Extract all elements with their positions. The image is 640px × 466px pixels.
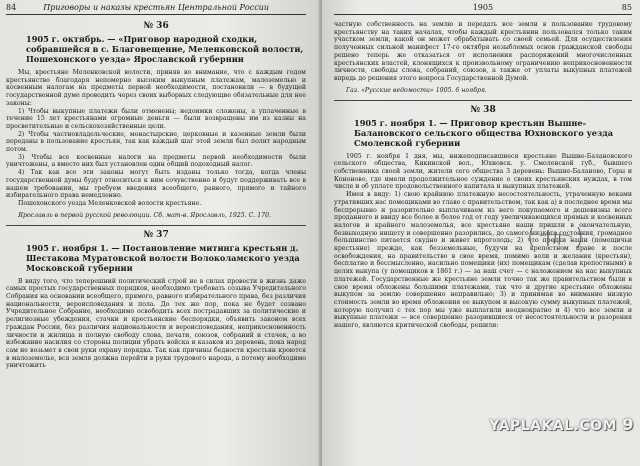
doc36-paragraph: 1) Чтобы выкупные платежи были отменены; недоимки сложены, а уплаченные в течение 15 лет крестьянами огромные деньги — были возвращены им из казны на просветительные и сельскохозяйственные цели. <box>6 107 306 130</box>
doc37-continuation <box>334 21 632 83</box>
doc37-number: № 37 <box>143 229 169 240</box>
doc36-source: Ярославль в первой русской революции. Сб. мат-в. Ярославль, 1925. С. 170. <box>18 211 272 219</box>
doc36-paragraph: 3) Чтобы все косвенные налоги на предметы первой необходимости были уничтожены, а вместо них был установлен один общий подоходный налог. <box>6 153 306 169</box>
doc37-source: Газ. «Русские ведомости» 1905. 6 ноября. <box>346 86 487 94</box>
doc38-paragraph: Имея в виду: 1) свою крайнюю платежную несостоятельность, утраченную веками утративших нас помещиками во главе с правительством, так как а) в последнее время мы беспрерывно и разорительно выплачиваем из него покупаемого и дешевизны всего проданного и ввиду все более и более год от году увеличивающихся прямых и косвенных налогов и крайнего малоземелья, все крестьяне наши пришли в окончательную, безвыходную нищету и совершенно разорились, до самого низкого состояния, громадное большинство питается скудно и живет впроголодь; 2) что предки наши (помещичьи крестьяне) прежде, как безземельные, будучи на крепостном праве и после освобождения, на правительство в свое время, помимо воли и желания (крестьян), бесплатно и бессмысленно, насильно помещики (их) помещикам (сделав крепостными) в целях выкупа (у помещиков в 1861 г.) — за наш счет — с наложением на нас выкупных платежей. Государственные же крестьяне земли точно так же правительством были в свое время обложены большими платежами, так что и другие крестьяне обложены выкупом за землю совершенно неправильно; 3) и принимая во внимание низкую стоимость земли во время обложения ее выкупом и высокую сумму выкупных платежей, которую получил с тех пор мы уже выплатили неоднократно и 4) что все земли и выкупные платежи — все совершенно разорившиеся от несостоятельности и разорения нашего, являются критической свободы, решили: <box>334 191 632 330</box>
doc38-title: 1905 г. ноября 1. — Приговор крестьян Вышне-Балановского сельского общества Юхновского уезда Смоленской губернии <box>354 117 614 148</box>
doc36-number: № 36 <box>143 21 169 31</box>
doc38-paragraph: 1905 г. ноября 1 дня, мы, нижеподписавшиеся крестьяне Вышне-Балановского сельского общества, Кикинской вол., Юхновск. у. Смоленской губ., бывшего собственника своей земли, жители сего общества 3 деревень: Вышне-Баланово, Горы и Кононово, где имели продолжительное суждение о своих крестьянских нуждах, в том числе и об уплате продовольственного капитала и выкупных платежей. <box>334 152 632 191</box>
doc37-body <box>6 278 306 370</box>
handwritten-mark <box>526 224 584 250</box>
right-running-head: 1905 <box>472 3 494 12</box>
doc36-paragraph: 4) Так как все эти законы могут быть изданы только тогда, когда члены государственной думы будут относиться к ним сочувственно и будут поддерживать все в нашем требовании, мы требуем введения всеобщего, равного, прямого и тайного избирательного права немедленно. <box>6 169 306 200</box>
doc37-paragraph: В виду того, что теперешний политический строй не в силах провести в жизнь даже самых простых государственных порядков, необходимо требовать созыва Учредительного Собрания на основании всеобщего, прямого, равного избирательного права, без различия национальности, вероисповедания и пола. До тех же пор, пока не будет созвано Учредительное Собрание, необходимо освободить всех пострадавших за политические и религиозные убеждения, стачки и крестьянские беспорядки, объявить законом всех граждан России, без различия национальности и вероисповедания, неприкосновенность личности и жилища и полную свободу слова, печати, союзов, собраний и стачек, а во избежание насилия со стороны полиции убрать войска и казаков из деревень, пока народ сам не возьмет в свои руки охрану порядка. Так как причины бедности крестьян кроются в малоземелье, вся земля должна перейти в руки трудового народа, а потому необходимо уничтожить <box>6 277 306 370</box>
doc37-continuation-paragraph: частную собственность на землю и передать все земли в пользование трудовому крестьянству на таких началах, чтобы каждый крестьянин пользовался только таким участком земли, какой он может обрабатывать со своей семьей. Для осуществления полученных сильной манифест 17-го октября незыблемых основ гражданской свободы решено теперь же отказаться от исполнения распоряжений многочисленных крестьянских властей, клонящихся к произвольному ограничению неприкосновенности личности, свободы слова, собраний, союзов, а также от уплаты выкупных платежей впредь до решения этого вопроса Государственной Думой. <box>334 21 632 82</box>
doc38-body <box>334 153 632 330</box>
left-page-number: 84 <box>6 3 17 12</box>
right-page-number: 85 <box>621 3 632 12</box>
right-page <box>322 0 640 466</box>
section-divider <box>334 100 632 101</box>
doc36-paragraph: 2) Чтобы частновладельческие, монастырские, церковные и казенные земли были переданы в пользование крестьян, так как каждый шаг этой земли был полит народным потом. <box>6 130 306 154</box>
doc36-body <box>6 69 306 208</box>
section-divider <box>6 225 306 226</box>
doc37-title: 1905 г. ноября 1. — Постановление митинга крестьян д. Шестакова Муратовской волости Волоколамского уезда Московской губернии <box>26 242 300 273</box>
site-watermark: YAPLAKAL.COM 9 <box>489 415 634 434</box>
doc36-paragraph: Пошехонского уезда Меленковской волости крестьяне. <box>18 199 202 207</box>
left-running-header <box>6 3 306 15</box>
right-running-header <box>334 3 632 15</box>
doc36-paragraph: Мы, крестьяне Меленковской волости, приняв во внимание, что с каждым годом крестьянство благодаря непомерно высоким выкупным платежам, малоземелью и косвенным налогам на предметы первой необходимости, постановили — в будущей государственной думе проводить через своих выборных следующие обязательные для нее законы: <box>6 69 306 107</box>
doc36-title: 1905 г. октябрь. — «Приговор народной сходки, собравшейся в с. Благовещение, Меленковской волости, Пошехонского уезда» Ярославской губернии <box>26 34 304 64</box>
left-running-head: Приговоры и наказы крестьян Центральной России <box>43 3 269 12</box>
doc38-number: № 38 <box>470 104 496 115</box>
